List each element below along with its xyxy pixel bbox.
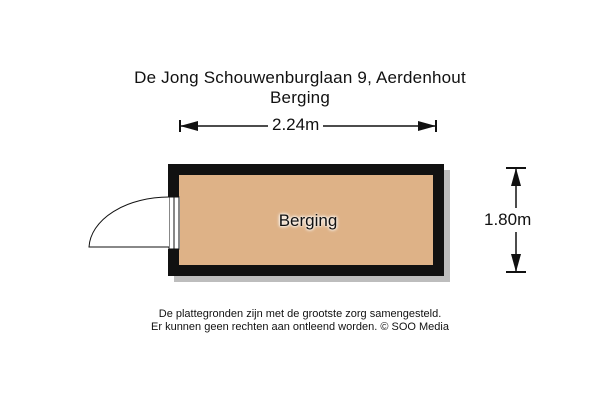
disclaimer-line-1: De plattegronden zijn met de grootste zorg samengesteld.: [158, 308, 442, 320]
door-swing-arc: [89, 197, 169, 247]
disclaimer-line-2: Er kunnen geen rechten aan ontleend worden. © SOO Media: [151, 321, 449, 333]
arrow-right-icon: [418, 121, 436, 131]
height-dimension-label: 1.80m: [482, 208, 533, 232]
room-label: Berging: [278, 211, 338, 230]
arrow-down-icon: [511, 254, 521, 272]
address-title: De Jong Schouwenburglaan 9, Aerdenhout: [134, 68, 466, 87]
floor-title: Berging: [270, 88, 330, 107]
width-dimension-label: 2.24m: [268, 115, 323, 135]
arrow-up-icon: [511, 168, 521, 186]
arrow-left-icon: [180, 121, 198, 131]
